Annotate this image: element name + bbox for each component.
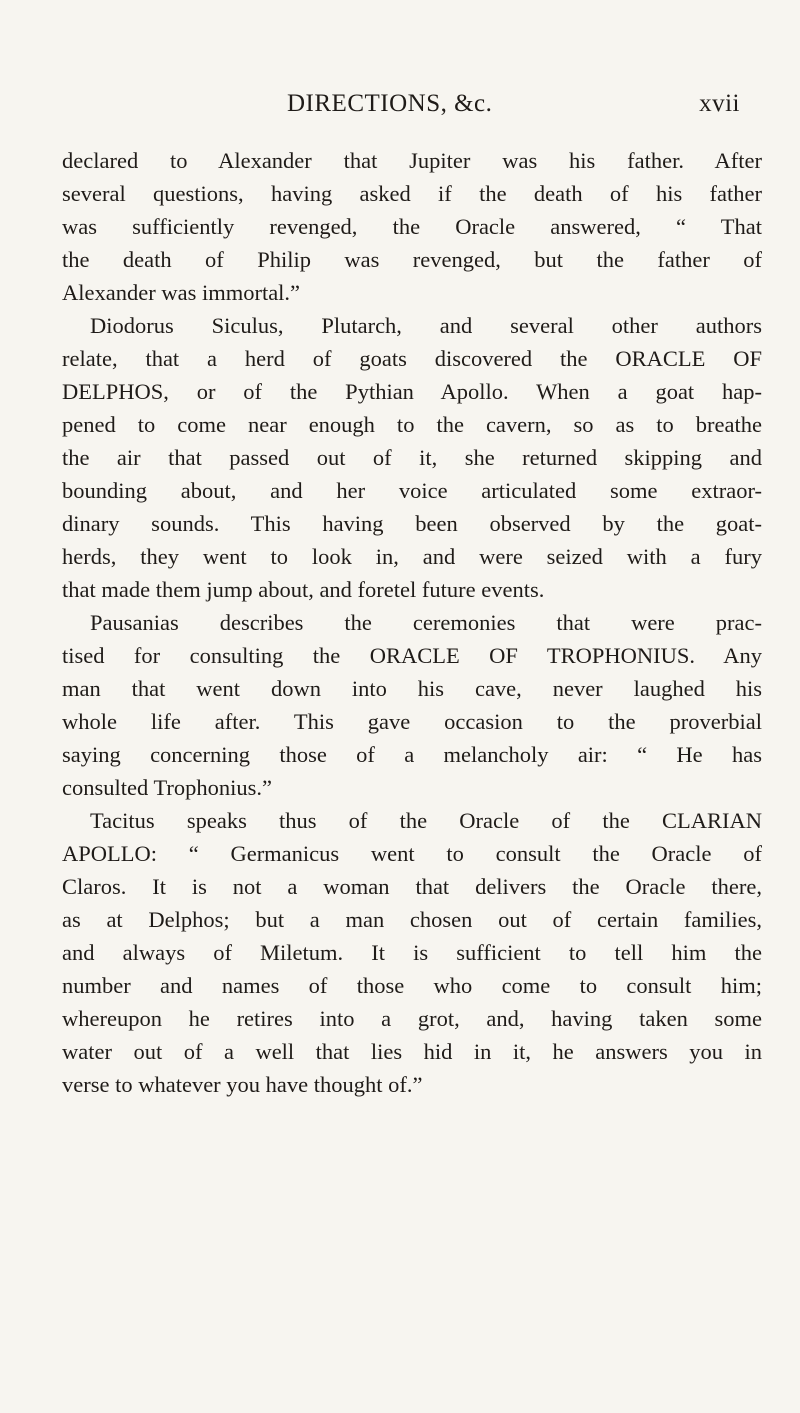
text-line: Alexander was immortal.” xyxy=(62,280,301,305)
text-line: the death of Philip was revenged, but the father of xyxy=(62,247,762,272)
text-line: water out of a well that lies hid in it, he answers you in xyxy=(62,1039,762,1064)
text-line: saying concerning those of a melancholy air: “ He has xyxy=(62,742,762,767)
text-line: and always of Miletum. It is sufficient to tell him the xyxy=(62,940,762,965)
text-line: verse to whatever you have thought of.” xyxy=(62,1072,423,1097)
text-line: pened to come near enough to the cavern, so as to breathe xyxy=(62,412,762,437)
text-line: was sufficiently revenged, the Oracle answered, “ That xyxy=(62,214,762,239)
text-line: man that went down into his cave, never laughed his xyxy=(62,676,762,701)
body-text xyxy=(62,144,762,1101)
text-line: declared to Alexander that Jupiter was his father. After xyxy=(62,148,762,173)
text-line: Tacitus speaks thus of the Oracle of the CLARIAN xyxy=(90,808,762,833)
text-line: DELPHOS, or of the Pythian Apollo. When a goat hap- xyxy=(62,379,762,404)
text-line: APOLLO: “ Germanicus went to consult the Oracle of xyxy=(62,841,762,866)
running-title: DIRECTIONS, &c. xyxy=(287,90,493,117)
text-line: number and names of those who come to consult him; xyxy=(62,973,762,998)
running-head xyxy=(0,90,800,120)
text-line: dinary sounds. This having been observed by the goat- xyxy=(62,511,762,536)
text-line: Diodorus Siculus, Plutarch, and several other authors xyxy=(90,313,762,338)
text-line: several questions, having asked if the death of his father xyxy=(62,181,762,206)
text-line: as at Delphos; but a man chosen out of certain families, xyxy=(62,907,762,932)
text-line: bounding about, and her voice articulated some extraor- xyxy=(62,478,762,503)
text-line: whereupon he retires into a grot, and, having taken some xyxy=(62,1006,762,1031)
text-line: herds, they went to look in, and were seized with a fury xyxy=(62,544,762,569)
text-line: whole life after. This gave occasion to the proverbial xyxy=(62,709,762,734)
text-line: tised for consulting the ORACLE OF TROPHONIUS. Any xyxy=(62,643,762,668)
text-line: that made them jump about, and foretel future events. xyxy=(62,577,545,602)
text-line: consulted Trophonius.” xyxy=(62,775,273,800)
text-line: Pausanias describes the ceremonies that were prac- xyxy=(90,610,762,635)
text-line: the air that passed out of it, she returned skipping and xyxy=(62,445,762,470)
page-number: xvii xyxy=(699,90,740,117)
text-line: relate, that a herd of goats discovered the ORACLE OF xyxy=(62,346,762,371)
text-line: Claros. It is not a woman that delivers the Oracle there, xyxy=(62,874,762,899)
